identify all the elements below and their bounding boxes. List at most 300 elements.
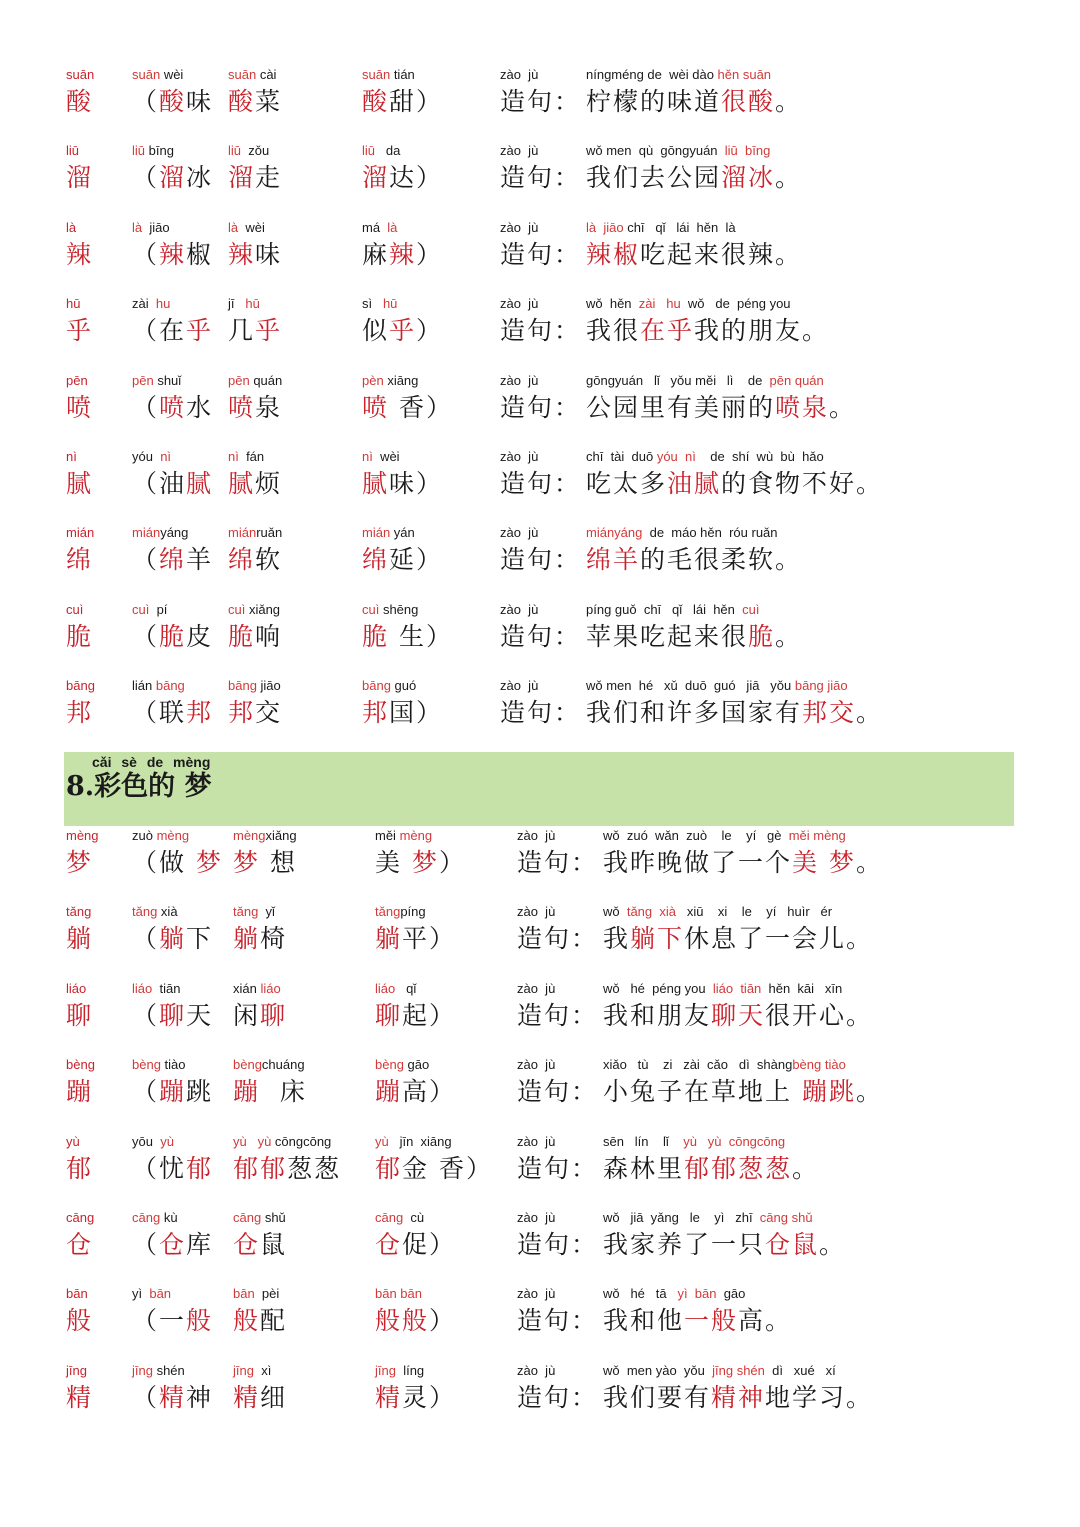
word-3 <box>362 677 443 731</box>
plain-text: cōngcōng <box>271 1133 332 1149</box>
word-2 <box>233 980 287 1034</box>
pinyin <box>375 1056 456 1074</box>
plain-text: 平） <box>402 924 457 954</box>
hanzi: 酸 <box>66 87 94 116</box>
pinyin <box>228 677 282 695</box>
highlighted-text: cuì <box>362 601 380 617</box>
target-character <box>66 1285 93 1339</box>
vocab-row <box>0 980 1080 1056</box>
hanzi <box>362 84 443 120</box>
hanzi <box>586 466 883 502</box>
pinyin <box>603 1209 846 1227</box>
plain-text: 吃太多 <box>586 469 668 498</box>
highlighted-text: 躺 <box>159 924 187 954</box>
highlighted-text: mèng <box>233 828 266 843</box>
highlighted-text: 溜 <box>228 163 256 193</box>
pinyin: hū <box>66 296 81 312</box>
vocab-row <box>0 1285 1080 1361</box>
target-character <box>66 524 94 578</box>
highlighted-text: 酸 <box>362 87 390 116</box>
plain-text: sì <box>362 296 383 312</box>
hanzi <box>132 1151 213 1187</box>
plain-text: （ <box>132 239 160 269</box>
plain-text: 。 <box>775 87 803 116</box>
pinyin: zào jù <box>517 1133 556 1149</box>
word-1 <box>132 372 213 426</box>
plain-text: （ <box>132 1077 160 1107</box>
vocab-row <box>0 677 1080 753</box>
pinyin <box>362 601 453 619</box>
highlighted-text: 般 <box>233 1306 261 1336</box>
plain-text: píng <box>400 904 426 920</box>
sentence-label <box>517 980 598 1034</box>
plain-text: 香） <box>389 392 453 422</box>
sentence-label <box>517 903 598 957</box>
vocab-row <box>0 219 1080 295</box>
plain-text: 促） <box>402 1230 457 1259</box>
hanzi <box>586 313 829 349</box>
example-sentence <box>603 1209 846 1263</box>
highlighted-text: yù yù cōngcōng <box>683 1133 786 1149</box>
hanzi <box>603 1380 873 1416</box>
word-1 <box>132 1133 213 1187</box>
highlighted-text: yù <box>160 1133 174 1149</box>
highlighted-text: là <box>387 219 398 235</box>
pinyin <box>603 903 873 921</box>
lesson-title: 8.彩色的 梦 <box>66 771 212 802</box>
plain-text: shén <box>152 1362 185 1378</box>
highlighted-text: pèn <box>362 372 384 388</box>
word-3 <box>362 601 453 655</box>
plain-text: ） <box>438 848 466 877</box>
highlighted-text: 脆 <box>159 621 187 651</box>
highlighted-text: 蹦 <box>233 1077 261 1107</box>
plain-text: 苹果吃起来很 <box>586 621 749 651</box>
plain-text: 细 <box>260 1382 288 1412</box>
pinyin <box>228 219 282 237</box>
plain-text: 。 <box>855 848 883 877</box>
plain-text: bīng <box>145 143 174 159</box>
plain-text: wǒ men yào yǒu <box>603 1362 713 1378</box>
vocab-row <box>0 448 1080 524</box>
target-character <box>66 66 94 120</box>
highlighted-text: 喷 <box>228 392 256 422</box>
pinyin: mián <box>66 525 95 541</box>
plain-text: da <box>375 143 401 159</box>
hanzi <box>132 695 213 731</box>
hanzi: 躺 <box>66 924 94 954</box>
pinyin <box>132 1209 213 1227</box>
hanzi <box>132 1303 213 1339</box>
pinyin: zào jù <box>517 904 556 920</box>
pinyin: zào jù <box>517 980 556 996</box>
highlighted-text: liáo <box>375 980 396 996</box>
highlighted-text: cāng <box>132 1210 161 1225</box>
highlighted-text: 梦 <box>411 848 439 877</box>
pinyin: cāng <box>66 1210 95 1225</box>
sentence-label <box>517 1285 598 1339</box>
hanzi: 造句： <box>500 239 582 269</box>
pinyin: cuì <box>66 601 84 617</box>
highlighted-text: 乎 <box>255 316 283 346</box>
hanzi: 蹦 <box>66 1077 94 1107</box>
sentence-label <box>500 66 581 120</box>
plain-text: 金 香） <box>402 1153 493 1183</box>
example-sentence <box>586 66 802 120</box>
plain-text: 我昨晚做了一个 <box>603 848 793 877</box>
hanzi: 溜 <box>66 163 94 193</box>
word-1 <box>132 1362 213 1416</box>
pinyin <box>362 142 443 160</box>
hanzi <box>375 845 466 881</box>
hanzi: 腻 <box>66 469 94 498</box>
plain-text: （ <box>132 87 160 116</box>
pinyin: yù <box>66 1133 80 1149</box>
plain-text: wǒ men hé xǔ duō guó jiā yǒu <box>586 678 795 694</box>
word-3 <box>375 903 456 957</box>
plain-text: zài <box>132 296 156 312</box>
highlighted-text: mián <box>132 525 161 541</box>
highlighted-text: 邦 <box>228 698 256 728</box>
word-2 <box>233 1362 287 1416</box>
highlighted-text: 躺下 <box>630 924 685 954</box>
word-1 <box>132 980 213 1034</box>
plain-text: 库 <box>186 1230 214 1259</box>
plain-text: 柠檬的味道 <box>586 87 722 116</box>
plain-text: wǒ hěn <box>586 296 639 312</box>
pinyin: bèng <box>66 1057 95 1073</box>
target-character <box>66 677 95 731</box>
plain-text: wǒ men qù gōngyuán <box>586 143 725 159</box>
highlighted-text: hū <box>245 296 260 312</box>
word-1 <box>132 295 213 349</box>
vocab-row <box>0 827 1080 903</box>
hanzi <box>228 160 282 196</box>
plain-text: 的食物不好。 <box>721 469 884 498</box>
pinyin: bāng <box>66 678 95 694</box>
plain-text: 。 <box>856 698 884 728</box>
plain-text: 。 <box>775 163 803 193</box>
pinyin: bān <box>66 1286 88 1302</box>
hanzi <box>362 695 443 731</box>
highlighted-text: 酸 <box>159 87 187 116</box>
hanzi: 造句： <box>500 698 582 728</box>
plain-text: kù <box>160 1210 178 1225</box>
plain-text: jī <box>228 296 246 312</box>
pinyin: zào jù <box>500 219 539 235</box>
hanzi: 造句： <box>500 469 582 498</box>
hanzi <box>586 84 802 120</box>
plain-text: 达） <box>389 163 444 193</box>
word-1 <box>132 219 213 273</box>
highlighted-text: 美 梦 <box>792 848 856 877</box>
highlighted-text: zài hu <box>638 296 681 312</box>
plain-text: 味 <box>255 239 283 269</box>
plain-text: 皮 <box>186 621 214 651</box>
example-sentence <box>586 601 802 655</box>
highlighted-text: 脆 <box>228 621 256 651</box>
highlighted-text: 梦 <box>233 848 261 877</box>
hanzi: 造句： <box>517 1230 599 1259</box>
hanzi: 邦 <box>66 698 94 728</box>
highlighted-text: là jiāo <box>586 219 624 235</box>
sentence-label <box>500 677 581 731</box>
plain-text: 羊 <box>186 545 214 575</box>
pinyin <box>132 219 213 237</box>
highlighted-text: liáo tiān <box>712 980 762 996</box>
highlighted-text: cāng shǔ <box>759 1210 813 1225</box>
plain-text: wèi <box>372 449 400 464</box>
pinyin <box>362 524 443 542</box>
hanzi: 造句： <box>500 392 582 422</box>
plain-text: （ <box>132 163 160 193</box>
pinyin: zào jù <box>500 372 539 388</box>
plain-text: wǒ hé péng you <box>603 980 713 996</box>
word-3 <box>375 827 466 881</box>
hanzi <box>132 1227 213 1263</box>
pinyin <box>228 66 282 84</box>
word-2 <box>233 1133 341 1187</box>
highlighted-text: liū bīng <box>724 143 771 159</box>
plain-text: xián <box>233 980 261 996</box>
word-2 <box>228 601 282 655</box>
plain-text: 公园里有美丽的 <box>586 392 776 422</box>
highlighted-text: nì <box>160 449 172 464</box>
highlighted-text: 邦 <box>362 698 390 728</box>
plain-text: wǒ zuó wǎn zuò le yí gè <box>603 828 789 843</box>
highlighted-text: 聊天 <box>711 1000 766 1030</box>
vocab-row <box>0 1133 1080 1209</box>
word-1 <box>132 677 213 731</box>
example-sentence <box>603 980 873 1034</box>
plain-text: （做 <box>132 848 196 877</box>
plain-text: （一 <box>132 1306 187 1336</box>
plain-text: líng <box>395 1362 425 1378</box>
highlighted-text: cuì <box>742 601 760 617</box>
pinyin <box>233 980 287 998</box>
highlighted-text: 聊 <box>260 1000 288 1030</box>
hanzi: 造句： <box>500 621 582 651</box>
plain-text: pèi <box>254 1286 280 1302</box>
plain-text: 我们和许多国家有 <box>586 698 803 728</box>
sentence-label <box>500 295 581 349</box>
highlighted-text: yù <box>375 1133 389 1149</box>
plain-text: má <box>362 219 388 235</box>
plain-text: sēn lín lǐ <box>603 1133 684 1149</box>
plain-text: （忧 <box>132 1153 187 1183</box>
highlighted-text: 辣 <box>159 239 187 269</box>
highlighted-text: 聊 <box>159 1000 187 1030</box>
plain-text: wǒ hé tā <box>603 1286 678 1302</box>
plain-text: 味） <box>389 469 444 498</box>
plain-text: de shí wù bù hǎo <box>695 449 824 464</box>
highlighted-text: 仓鼠 <box>765 1230 820 1259</box>
highlighted-text: 腻 <box>228 469 256 498</box>
target-character <box>66 142 93 196</box>
plain-text: 味 <box>186 87 214 116</box>
plain-text: 延） <box>389 545 444 575</box>
highlighted-text: yóu nì <box>656 449 696 464</box>
pinyin: liū <box>66 143 80 159</box>
example-sentence <box>603 1133 819 1187</box>
word-3 <box>375 1056 456 1110</box>
plain-text: jiāo <box>256 678 281 694</box>
highlighted-text: 精神 <box>711 1382 766 1412</box>
pinyin <box>586 66 802 84</box>
plain-text: 美 <box>375 848 412 877</box>
pinyin <box>132 524 213 542</box>
highlighted-text: 溜冰 <box>721 163 776 193</box>
hanzi <box>228 237 282 273</box>
hanzi: 梦 <box>66 848 94 877</box>
highlighted-text: pēn quán <box>769 372 824 388</box>
highlighted-text: 仓 <box>375 1230 403 1259</box>
vocab-row <box>0 903 1080 979</box>
example-sentence <box>603 1285 792 1339</box>
highlighted-text: 油腻 <box>667 469 722 498</box>
plain-text: yǐ <box>258 904 275 920</box>
plain-text: 国） <box>389 698 444 728</box>
plain-text: 鼠 <box>260 1230 288 1259</box>
plain-text: fán <box>238 449 265 464</box>
pinyin <box>228 142 282 160</box>
plain-text: 葱葱 <box>287 1153 342 1183</box>
plain-text: chuáng <box>261 1057 305 1073</box>
plain-text: 几 <box>228 316 256 346</box>
highlighted-text: mián <box>362 525 391 541</box>
plain-text: 的毛很柔软。 <box>640 545 803 575</box>
hanzi <box>132 160 213 196</box>
pinyin <box>132 1362 213 1380</box>
pinyin <box>362 372 453 390</box>
highlighted-text: 喷 <box>159 392 187 422</box>
hanzi <box>362 313 443 349</box>
plain-text: （ <box>132 392 160 422</box>
pinyin <box>375 1362 456 1380</box>
hanzi: 造句： <box>500 87 582 116</box>
highlighted-text: bèng tiào <box>792 1057 846 1073</box>
word-2 <box>233 827 297 881</box>
highlighted-text: nì <box>362 449 373 464</box>
word-2 <box>228 677 282 731</box>
example-sentence <box>586 677 883 731</box>
target-character <box>66 372 93 426</box>
hanzi <box>228 619 282 655</box>
word-2 <box>233 1209 287 1263</box>
vocab-row <box>0 601 1080 677</box>
hanzi: 聊 <box>66 1000 94 1030</box>
plain-text: yōu <box>132 1133 161 1149</box>
highlighted-text: 梦 <box>195 848 223 877</box>
hanzi: 造句： <box>517 1306 599 1336</box>
word-1 <box>132 1285 213 1339</box>
target-character <box>66 980 93 1034</box>
pinyin <box>132 1285 213 1303</box>
pinyin <box>233 903 287 921</box>
highlighted-text: 仓 <box>159 1230 187 1259</box>
highlighted-text: mèng <box>399 828 433 843</box>
sentence-label <box>500 524 581 578</box>
plain-text: chī tài duō <box>586 449 657 464</box>
sentence-label <box>500 372 581 426</box>
vocab-row <box>0 1362 1080 1438</box>
highlighted-text: 脆 <box>362 621 390 651</box>
highlighted-text: 蹦 <box>375 1077 403 1107</box>
plain-text: 很开心。 <box>765 1000 874 1030</box>
example-sentence <box>603 1362 873 1416</box>
example-sentence <box>603 903 873 957</box>
plain-text: 。 <box>775 621 803 651</box>
word-3 <box>362 295 443 349</box>
word-2 <box>233 1056 307 1110</box>
pinyin: jīng <box>66 1362 87 1378</box>
word-1 <box>132 601 213 655</box>
word-2 <box>228 219 282 273</box>
plain-text: （ <box>132 924 160 954</box>
highlighted-text: hu <box>155 296 171 312</box>
highlighted-text: suān <box>132 67 161 82</box>
highlighted-text: tǎng <box>375 904 401 920</box>
plain-text: 。 <box>829 392 857 422</box>
highlighted-text: 腻 <box>362 469 390 498</box>
pinyin: là <box>66 219 77 235</box>
hanzi <box>603 998 873 1034</box>
highlighted-text: 在乎 <box>640 316 695 346</box>
plain-text: qǐ <box>395 980 417 996</box>
highlighted-text: nì <box>228 449 239 464</box>
plain-text: 我们要有 <box>603 1382 712 1412</box>
vocab-row <box>0 295 1080 371</box>
hanzi <box>132 313 213 349</box>
hanzi: 造句： <box>517 924 599 954</box>
hanzi <box>603 1074 883 1110</box>
highlighted-text: jīng shén <box>712 1362 765 1378</box>
pinyin <box>362 448 443 466</box>
highlighted-text: 精 <box>159 1382 187 1412</box>
plain-text: yáng <box>160 525 189 541</box>
word-3 <box>362 448 443 502</box>
example-sentence <box>586 142 802 196</box>
plain-text: wǒ <box>603 904 627 920</box>
highlighted-text: 般 <box>186 1306 214 1336</box>
hanzi <box>228 84 282 120</box>
highlighted-text: 辣 <box>228 239 256 269</box>
hanzi <box>375 1074 456 1110</box>
hanzi <box>132 921 213 957</box>
plain-text: wǒ jiā yǎng le yì zhī <box>603 1210 760 1225</box>
sentence-label <box>500 142 581 196</box>
plain-text: 起） <box>402 1000 457 1030</box>
pinyin <box>132 677 213 695</box>
target-character <box>66 295 93 349</box>
pinyin <box>586 677 883 695</box>
highlighted-text: liáo <box>260 980 281 996</box>
example-sentence <box>586 524 802 578</box>
example-sentence <box>586 219 802 273</box>
highlighted-text: měi mèng <box>788 828 846 843</box>
hanzi: 辣 <box>66 239 94 269</box>
hanzi <box>362 160 443 196</box>
plain-text: zuò <box>132 828 157 843</box>
hanzi <box>132 619 213 655</box>
plain-text: 闲 <box>233 1000 261 1030</box>
plain-text: 。 <box>855 1077 883 1107</box>
highlighted-text: 喷泉 <box>775 392 830 422</box>
sentence-label <box>517 1362 598 1416</box>
hanzi <box>603 921 873 957</box>
target-character <box>66 448 93 502</box>
sentence-label <box>517 1056 598 1110</box>
